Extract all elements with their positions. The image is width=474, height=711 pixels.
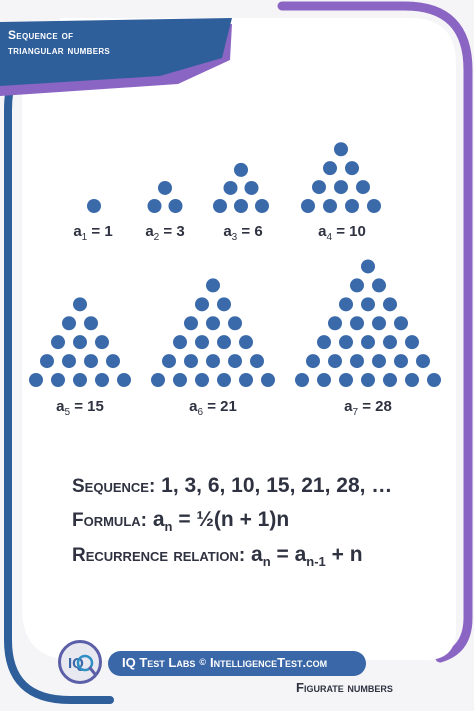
dot	[148, 199, 162, 213]
dot	[73, 335, 87, 349]
logo-text: IQ	[68, 655, 84, 672]
dot	[361, 335, 375, 349]
formula-line	[72, 508, 289, 534]
recurrence-mid-sub: n-1	[306, 554, 326, 569]
recurrence-label: Recurrence relation:	[72, 545, 246, 566]
dot	[328, 316, 342, 330]
dot	[394, 354, 408, 368]
dot	[195, 373, 209, 387]
brand-name: IQ Test Labs	[122, 655, 196, 670]
dot	[255, 199, 269, 213]
dot	[87, 199, 101, 213]
formula-lhs	[152, 508, 173, 534]
label-value: = 28	[362, 398, 392, 415]
dot	[239, 373, 253, 387]
dot	[62, 316, 76, 330]
label-sub: 2	[153, 232, 160, 243]
label-value: = 3	[163, 223, 185, 240]
dot	[213, 199, 227, 213]
dot	[339, 335, 353, 349]
triangle-label-6	[189, 398, 237, 418]
recurrence-lhs-base: a	[251, 543, 263, 566]
dot	[372, 316, 386, 330]
dot	[405, 335, 419, 349]
triangle-label-7	[344, 398, 392, 418]
dot	[345, 161, 359, 175]
label-base: a	[344, 398, 353, 415]
label-base: a	[189, 398, 198, 415]
dot	[372, 278, 386, 292]
dot	[40, 354, 54, 368]
label-value: = 10	[336, 223, 366, 240]
dot	[73, 297, 87, 311]
iq-logo	[58, 640, 102, 684]
dot	[383, 373, 397, 387]
dot	[323, 161, 337, 175]
dot	[317, 335, 331, 349]
label-sub: 6	[197, 407, 204, 418]
dot	[173, 335, 187, 349]
triangle-label-1	[73, 223, 112, 243]
label-base: a	[145, 223, 154, 240]
dot	[169, 199, 183, 213]
dot	[345, 199, 359, 213]
footer-caption: Figurate numbers	[296, 680, 393, 695]
label-sub: 5	[64, 407, 71, 418]
dot	[306, 354, 320, 368]
recurrence-line	[72, 543, 363, 569]
dot	[405, 373, 419, 387]
dot	[361, 373, 375, 387]
dot	[372, 354, 386, 368]
recurrence-rhs: + n	[331, 543, 363, 566]
dot	[195, 297, 209, 311]
formula-label: Formula:	[72, 510, 147, 531]
title-line-1: Sequence of	[8, 28, 74, 42]
dot	[217, 335, 231, 349]
label-sub: 3	[231, 232, 238, 243]
dot	[350, 278, 364, 292]
sequence-label: Sequence:	[72, 476, 156, 497]
label-sub: 1	[81, 232, 88, 243]
label-value: = 21	[207, 398, 237, 415]
dot	[51, 373, 65, 387]
triangle-1	[87, 199, 101, 213]
triangle-label-4	[318, 223, 366, 243]
dot	[328, 354, 342, 368]
dot	[312, 180, 326, 194]
triangle-label-2	[145, 223, 184, 243]
dot	[234, 199, 248, 213]
recurrence-mid	[276, 543, 326, 569]
dot	[350, 316, 364, 330]
dot	[217, 373, 231, 387]
recurrence-lhs-sub: n	[262, 554, 271, 569]
dot	[339, 373, 353, 387]
dot	[334, 142, 348, 156]
brand-site: IntelligenceTest.com	[209, 655, 328, 670]
triangle-label-5	[56, 398, 104, 418]
dot	[173, 373, 187, 387]
dot	[261, 373, 275, 387]
label-sub: 4	[326, 232, 333, 243]
label-sub: 7	[352, 407, 359, 418]
dot	[245, 181, 259, 195]
dot	[339, 297, 353, 311]
dot	[301, 199, 315, 213]
triangle-label-3	[223, 223, 262, 243]
dot	[383, 335, 397, 349]
label-value: = 1	[91, 223, 113, 240]
sequence-value: 1, 3, 6, 10, 15, 21, 28, …	[161, 474, 393, 497]
dot	[206, 316, 220, 330]
dot	[394, 316, 408, 330]
dot	[323, 199, 337, 213]
copyright-symbol: ©	[199, 657, 206, 667]
recurrence-lhs	[251, 543, 271, 569]
dot	[427, 373, 441, 387]
dot	[383, 297, 397, 311]
dot	[224, 181, 238, 195]
formula-lhs-sub: n	[164, 519, 173, 534]
dot	[106, 354, 120, 368]
dot	[234, 163, 248, 177]
dot	[84, 354, 98, 368]
label-value: = 15	[74, 398, 104, 415]
formula-rhs: = ½(n + 1)n	[178, 508, 290, 531]
title-line-2: triangular numbers	[8, 43, 111, 57]
dot	[334, 180, 348, 194]
magnifier-icon	[61, 643, 99, 681]
dot	[62, 354, 76, 368]
dot	[228, 316, 242, 330]
title-banner	[8, 28, 208, 68]
dot	[228, 354, 242, 368]
dot	[356, 180, 370, 194]
dot	[239, 335, 253, 349]
dot	[51, 335, 65, 349]
dot	[217, 297, 231, 311]
dot	[95, 373, 109, 387]
dot	[317, 373, 331, 387]
dot	[250, 354, 264, 368]
dot	[350, 354, 364, 368]
dot	[95, 335, 109, 349]
dot	[151, 373, 165, 387]
dot	[416, 354, 430, 368]
dot	[158, 181, 172, 195]
label-base: a	[56, 398, 65, 415]
dot	[84, 316, 98, 330]
dot	[206, 354, 220, 368]
dot	[162, 354, 176, 368]
dot	[361, 259, 375, 273]
brand-text	[122, 655, 327, 670]
dot	[361, 297, 375, 311]
dot	[184, 354, 198, 368]
dot	[117, 373, 131, 387]
dot	[29, 373, 43, 387]
label-base: a	[223, 223, 232, 240]
dot	[73, 373, 87, 387]
dot	[184, 316, 198, 330]
sequence-line	[72, 474, 392, 498]
formula-lhs-base: a	[152, 508, 165, 531]
recurrence-mid-base: = a	[276, 543, 307, 566]
label-base: a	[73, 223, 82, 240]
dot	[367, 199, 381, 213]
label-base: a	[318, 223, 327, 240]
dot	[206, 278, 220, 292]
dot	[195, 335, 209, 349]
label-value: = 6	[241, 223, 263, 240]
dot	[295, 373, 309, 387]
